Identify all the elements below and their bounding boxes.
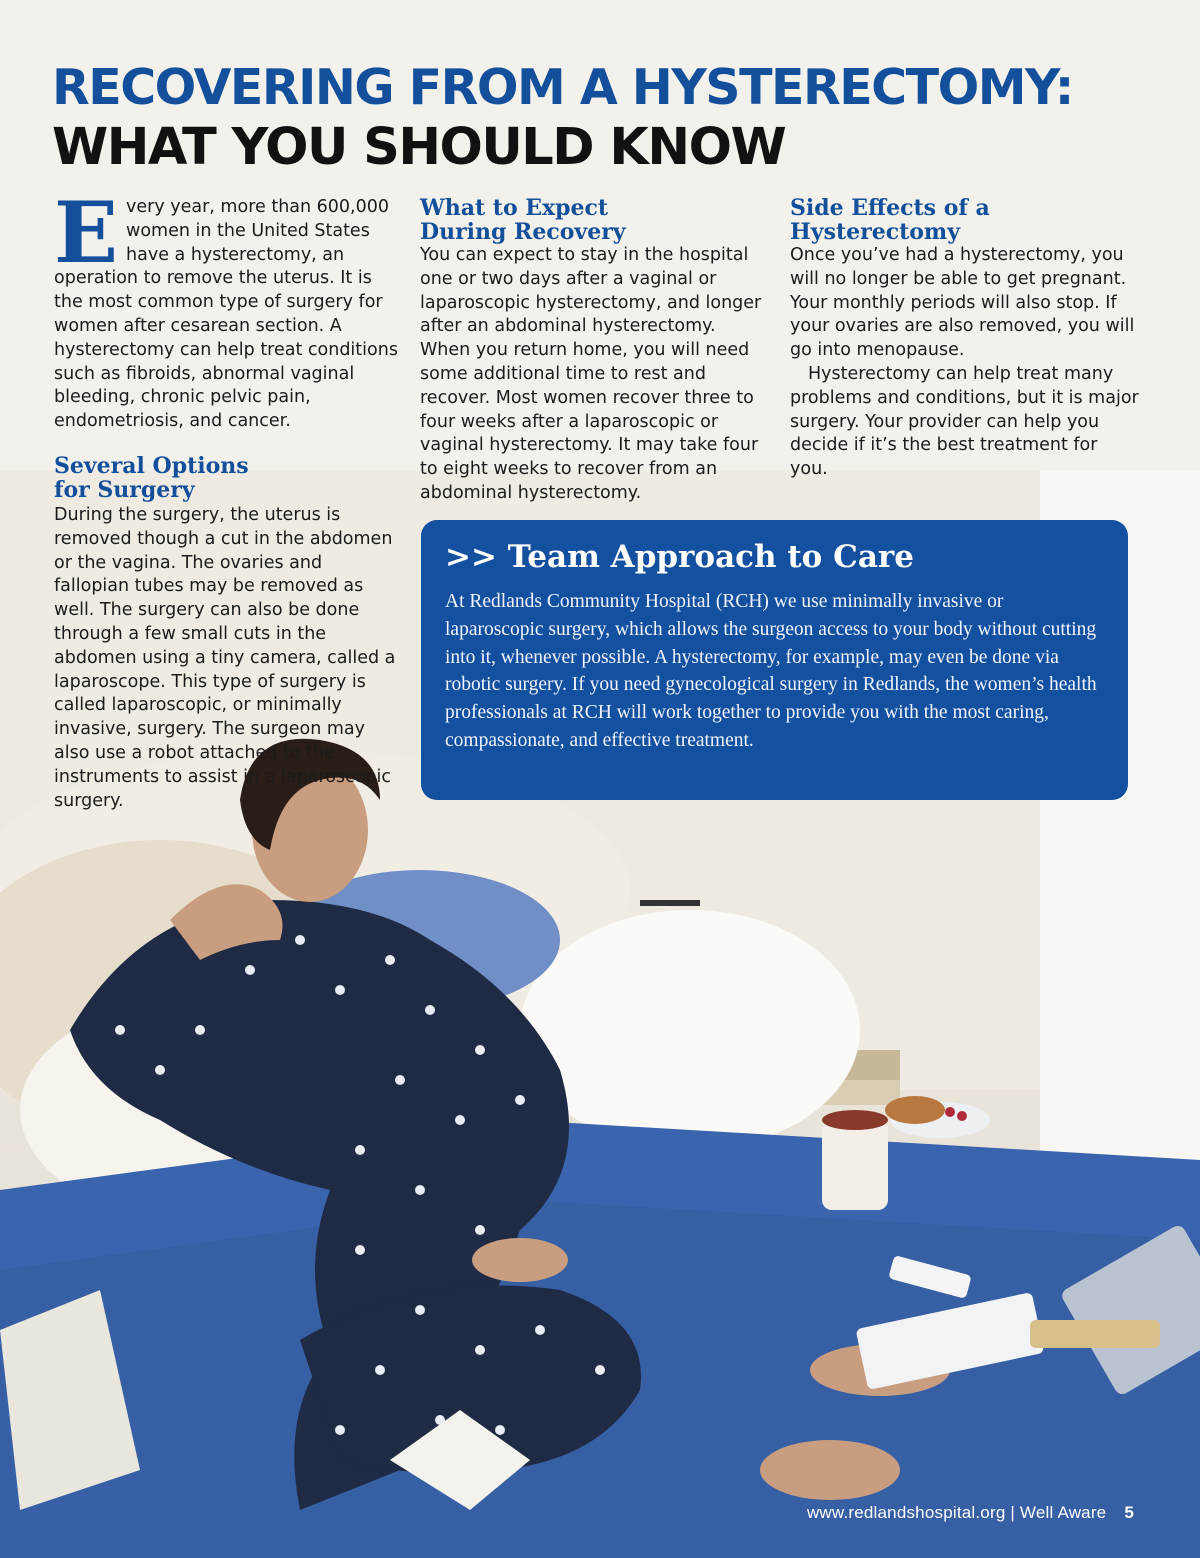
recovery-paragraph: You can expect to stay in the hospital one or two days after a vaginal or laparoscopic hysterectomy, and longer after an abdominal hysterectomy. When you return home, you will need some additional time to rest and recover. Most women recover three to four weeks after a laparoscopic or vaginal hysterectomy. It may take four to eight weeks to recover from an abdominal hysterectomy.	[420, 245, 762, 503]
drop-cap: E	[54, 183, 119, 282]
callout-title: >> Team Approach to Care	[445, 539, 914, 575]
headline-line-2: WHAT YOU SHOULD KNOW	[52, 118, 786, 177]
options-heading	[54, 454, 399, 502]
side-effects-paragraph-2: Hysterectomy can help treat many problems and conditions, but it is major surgery. Your provider can help you decide if it’s the best treatment for you.	[790, 363, 1139, 480]
recovery-heading	[420, 196, 770, 244]
intro-paragraph	[54, 183, 399, 434]
recovery-heading-line-2: During Recovery	[420, 219, 626, 245]
side-effects-heading-line-1: Side Effects of a	[790, 195, 990, 221]
footer-site: www.redlandshospital.org | Well Aware	[806, 1503, 1107, 1522]
callout-text: At Redlands Community Hospital (RCH) we use minimally invasive or laparoscopic surgery, which allows the surgeon access to your body without cutting into it, whenever possible. A hysterectomy, for example, may even be done via robotic surgery. If you need gynecological surgery in Redlands, the women’s health professionals at RCH will work together to provide you with the most caring, compassionate, and effective treatment.	[445, 591, 1097, 751]
options-heading-line-2: for Surgery	[54, 476, 195, 503]
side-effects-heading-line-2: Hysterectomy	[790, 219, 960, 245]
column-right	[790, 196, 1140, 482]
column-left	[54, 183, 399, 813]
intro-text: very year, more than 600,000 women in the United States have a hysterectomy, an operation to remove the uterus. It is the most common type of surgery for women after cesarean section. A hysterectomy can help treat conditions such as fibroids, abnormal vaginal bleeding, chronic pelvic pain, endometriosis, and cancer.	[54, 197, 398, 432]
page-footer	[807, 1503, 1134, 1523]
options-paragraph: During the surgery, the uterus is removed though a cut in the abdomen or the vagina. The ovaries and fallopian tubes may be removed as well. The surgery can also be done through a few small cuts in the abdomen using a tiny camera, called a laparoscope. This type of surgery is called laparoscopic, or minimally invasive, surgery. The surgeon may also use a robot attached to the instruments to assist in a laparoscopic surgery.	[54, 504, 396, 811]
column-middle	[420, 196, 770, 506]
recovery-heading-line-1: What to Expect	[420, 195, 609, 221]
side-effects-heading	[790, 196, 1140, 244]
team-approach-callout	[421, 520, 1128, 800]
page-headline	[52, 58, 1152, 178]
side-effects-paragraph-1: Once you’ve had a hysterectomy, you will no longer be able to get pregnant. Your monthly periods will also stop. If your ovaries are also removed, you will go into menopause.	[790, 245, 1135, 361]
options-heading-line-1: Several Options	[54, 452, 249, 479]
page-number: 5	[1124, 1503, 1134, 1522]
headline-line-1: RECOVERING FROM A HYSTERECTOMY:	[52, 59, 1073, 116]
